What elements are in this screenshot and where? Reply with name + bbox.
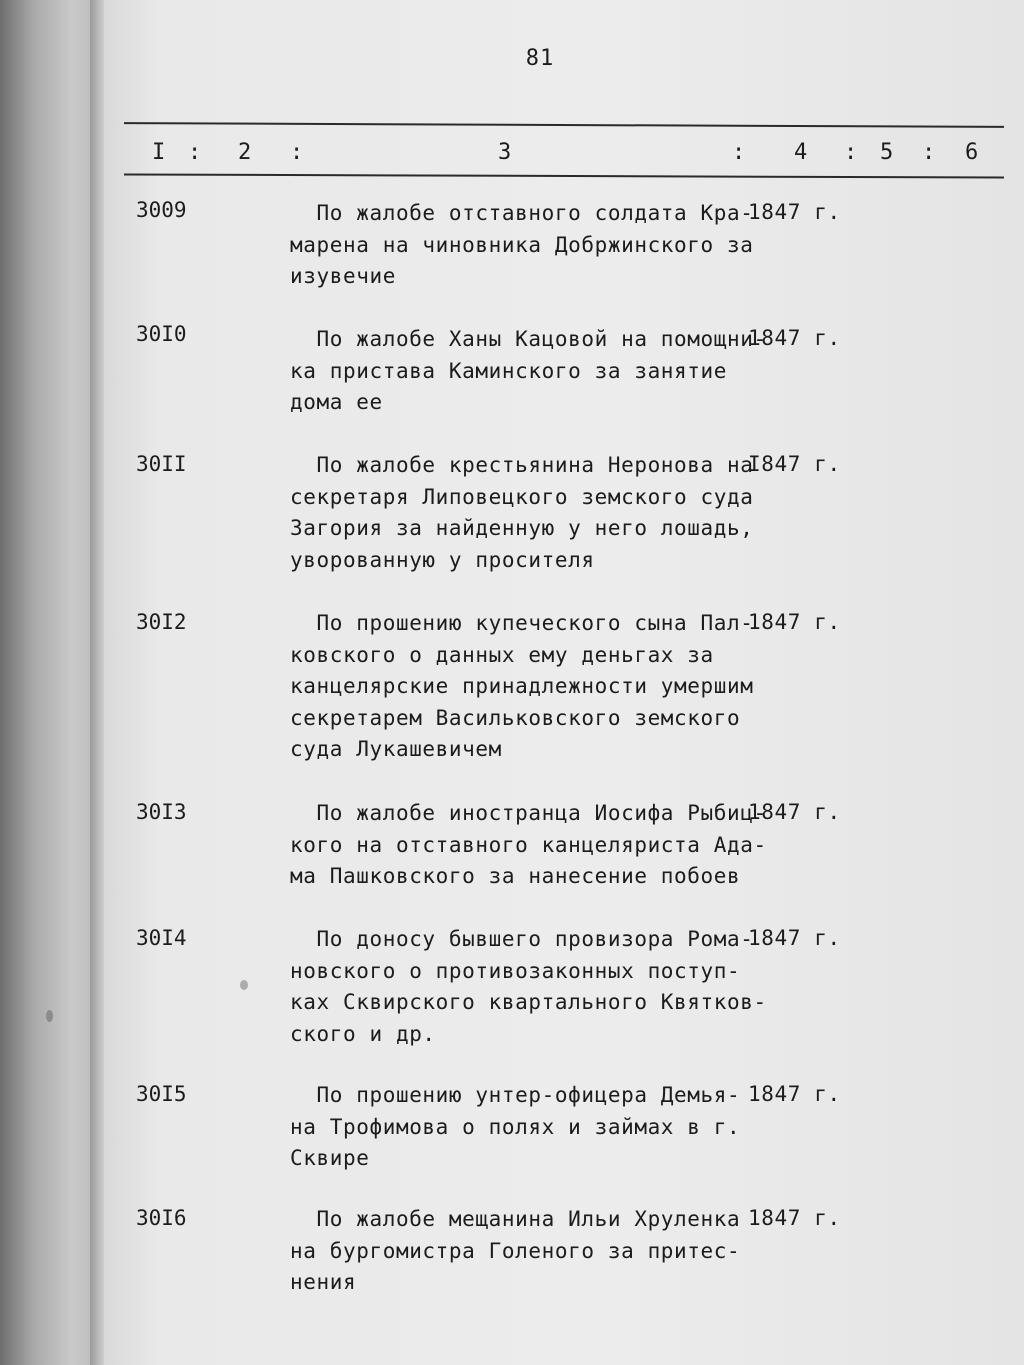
entry-text: По прошению унтер-офицера Демья- на Трофимова о полях и займах в г. Сквире <box>290 1083 741 1170</box>
header-sep: : <box>732 140 746 165</box>
entry-year: 1847 г. <box>748 200 841 224</box>
header-col-2: 2 <box>238 140 252 165</box>
entry-year: 1847 г. <box>748 1082 841 1106</box>
entry-text: По доносу бывшего провизора Рома- новского о противозаконных поступ- ках Сквирского квартального Квятков- ского и др. <box>290 927 767 1046</box>
entry-year: I847 г. <box>748 452 841 476</box>
header-sep: : <box>844 140 858 165</box>
entry-text: По жалобе крестьянина Неронова на секретаря Липовецкого земского суда Загория за найденную у него лошадь, уворованную у просителя <box>290 453 754 572</box>
left-page-edge <box>0 0 95 1365</box>
header-col-4: 4 <box>794 140 808 165</box>
ink-smudge <box>46 1010 53 1022</box>
entry-number: 30I0 <box>136 322 187 346</box>
entry-text: По прошению купеческого сына Пал- ковского о данных ему деньгах за канцелярские принадлежности умершим секретарем Васильковского земского суда Лукашевичем <box>290 611 754 761</box>
entry-text: По жалобе иностранца Иосифа Рыбиц- кого на отставного канцеляриста Ада- ма Пашковского за нанесение побоев <box>290 801 767 888</box>
header-col-3: 3 <box>498 140 512 165</box>
entry-number: 30II <box>136 452 187 476</box>
header-sep: : <box>188 140 202 165</box>
entry-year: 1847 г. <box>748 926 841 950</box>
entry-text: По жалобе мещанина Ильи Хруленка на бургомистра Голеного за притес- нения <box>290 1207 741 1294</box>
entry-number: 30I5 <box>136 1082 187 1106</box>
entry-number: 30I3 <box>136 800 187 824</box>
entry-number: 30I2 <box>136 610 187 634</box>
entry-year: 1847 г. <box>748 326 841 350</box>
entry-number: 30I4 <box>136 926 187 950</box>
entry-year: 1847 г. <box>748 800 841 824</box>
header-col-6: 6 <box>965 140 979 165</box>
entry-text: По жалобе Ханы Кацовой на помощни- ка пристава Каминского за занятие дома ее <box>290 327 767 414</box>
entry-number: 30I6 <box>136 1206 187 1230</box>
entry-year: 1847 г. <box>748 610 841 634</box>
entry-text: По жалобе отставного солдата Кра- марена на чиновника Добржинского за изувечие <box>290 201 754 288</box>
page-number: 81 <box>525 46 555 71</box>
entry-year: 1847 г. <box>748 1206 841 1230</box>
header-sep: : <box>290 140 304 165</box>
entry-number: 3009 <box>136 198 187 222</box>
header-col-1: I <box>152 140 166 165</box>
header-sep: : <box>922 140 936 165</box>
header-col-5: 5 <box>880 140 894 165</box>
ink-smudge <box>240 980 248 990</box>
